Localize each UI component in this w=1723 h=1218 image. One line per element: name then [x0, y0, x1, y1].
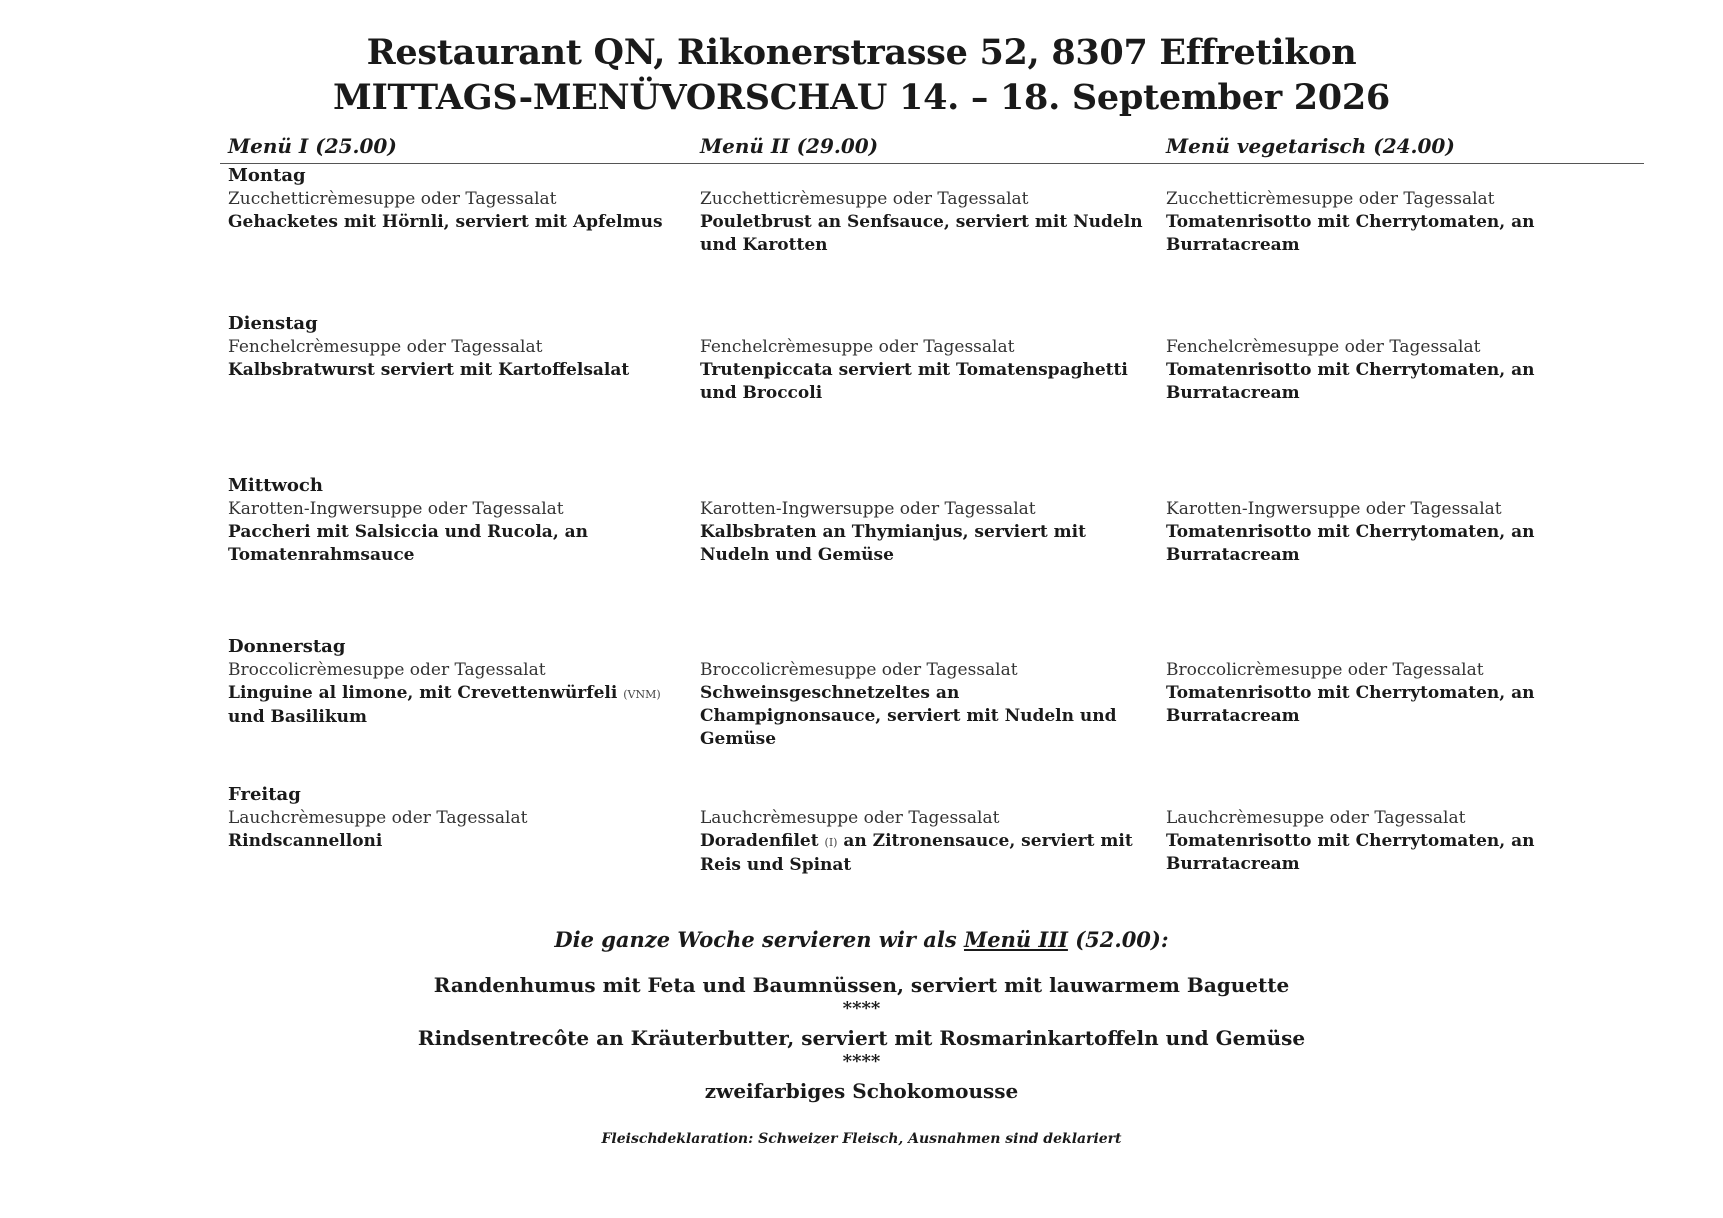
menu-cell [228, 498, 668, 567]
soup-option: Karotten-Ingwersuppe oder Tagessalat [700, 499, 1036, 519]
main-dish [228, 682, 668, 729]
soup-option: Fenchelcrèmesuppe oder Tagessalat [1166, 337, 1481, 357]
soup-option: Broccolicrèmesuppe oder Tagessalat [700, 660, 1018, 680]
soup-option: Karotten-Ingwersuppe oder Tagessalat [228, 499, 564, 519]
menu-cell [1166, 659, 1646, 728]
menu-cell [700, 659, 1145, 751]
restaurant-address: Restaurant QN, Rikonerstrasse 52, 8307 Effretikon [366, 32, 1357, 73]
menu-cell [1166, 188, 1646, 257]
main-dish: Tomatenrisotto mit Cherrytomaten, an Burratacream [1166, 831, 1535, 874]
soup-option: Zucchetticrèmesuppe oder Tagessalat [1166, 189, 1495, 209]
header-divider [220, 163, 1644, 164]
main-dish: Rindscannelloni [228, 831, 383, 851]
soup-option: Broccolicrèmesuppe oder Tagessalat [228, 660, 546, 680]
weekly-intro-text: Die ganze Woche servieren wir als [554, 927, 957, 952]
day-label-freitag: Freitag [228, 784, 301, 805]
main-dish [700, 830, 1145, 877]
dish-text: Doradenfilet [700, 831, 819, 851]
main-dish: Pouletbrust an Senfsauce, serviert mit Nudeln und Karotten [700, 212, 1143, 255]
dish-text: und Basilikum [228, 707, 367, 727]
soup-option: Broccolicrèmesuppe oder Tagessalat [1166, 660, 1484, 680]
main-dish: Tomatenrisotto mit Cherrytomaten, an Burratacream [1166, 683, 1535, 726]
main-dish: Kalbsbraten an Thymianjus, serviert mit Nudeln und Gemüse [700, 522, 1086, 565]
soup-option: Zucchetticrèmesuppe oder Tagessalat [700, 189, 1029, 209]
course-dessert: zweifarbiges Schokomousse [704, 1079, 1019, 1103]
soup-option: Lauchcrèmesuppe oder Tagessalat [700, 808, 1000, 828]
weekly-menu-intro [0, 926, 1723, 954]
course-main: Rindsentrecôte an Kräuterbutter, serviert mit Rosmarinkartoffeln und Gemüse [417, 1026, 1306, 1050]
main-dish: Tomatenrisotto mit Cherrytomaten, an Burratacream [1166, 212, 1535, 255]
soup-option: Zucchetticrèmesuppe oder Tagessalat [228, 189, 557, 209]
menu-cell [700, 336, 1145, 405]
menu-cell [700, 188, 1145, 257]
dish-text: Linguine al limone, mit Crevettenwürfeli [228, 683, 618, 703]
main-dish: Tomatenrisotto mit Cherrytomaten, an Burratacream [1166, 522, 1535, 565]
column-header-menu-2: Menü II (29.00) [700, 134, 879, 158]
course-separator: **** [842, 998, 881, 1019]
main-dish: Paccheri mit Salsiccia und Rucola, an Tomatenrahmsauce [228, 522, 589, 565]
course-separator: **** [842, 1051, 881, 1072]
origin-note: (I) [824, 836, 838, 849]
menu-cell [1166, 498, 1646, 567]
dish-text: an Zitronensauce, serviert mit Reis und Spinat [700, 831, 1133, 875]
soup-option: Lauchcrèmesuppe oder Tagessalat [1166, 808, 1466, 828]
menu-preview-title: MITTAGS-MENÜVORSCHAU 14. – 18. September 2026 [333, 77, 1390, 118]
menu-cell [228, 188, 668, 234]
menu-cell [1166, 807, 1646, 876]
menu-cell [1166, 336, 1646, 405]
weekly-menu-courses [0, 972, 1723, 1104]
day-label-donnerstag: Donnerstag [228, 636, 346, 657]
menu-3-name: Menü III [963, 927, 1068, 952]
soup-option: Fenchelcrèmesuppe oder Tagessalat [228, 337, 543, 357]
main-dish: Gehacketes mit Hörnli, serviert mit Apfelmus [228, 212, 663, 232]
menu-3-price: (52.00): [1075, 927, 1169, 952]
menu-cell [700, 807, 1145, 877]
soup-option: Karotten-Ingwersuppe oder Tagessalat [1166, 499, 1502, 519]
menu-cell [228, 807, 668, 853]
menu-cell [228, 336, 668, 382]
column-header-menu-1: Menü I (25.00) [228, 134, 397, 158]
main-dish: Schweinsgeschnetzeltes an Champignonsauce, serviert mit Nudeln und Gemüse [700, 683, 1117, 749]
origin-note: (VNM) [623, 688, 661, 701]
main-dish: Tomatenrisotto mit Cherrytomaten, an Burratacream [1166, 360, 1535, 403]
soup-option: Lauchcrèmesuppe oder Tagessalat [228, 808, 528, 828]
menu-cell [228, 659, 668, 729]
course-starter: Randenhumus mit Feta und Baumnüssen, serviert mit lauwarmem Baguette [433, 973, 1290, 997]
menu-cell [700, 498, 1145, 567]
day-label-montag: Montag [228, 165, 306, 186]
meat-declaration-footnote: Fleischdeklaration: Schweizer Fleisch, Ausnahmen sind deklariert [601, 1131, 1122, 1147]
day-label-dienstag: Dienstag [228, 313, 318, 334]
main-dish: Kalbsbratwurst serviert mit Kartoffelsalat [228, 360, 630, 380]
page-title [0, 30, 1723, 120]
main-dish: Trutenpiccata serviert mit Tomatenspaghetti und Broccoli [700, 360, 1128, 403]
soup-option: Fenchelcrèmesuppe oder Tagessalat [700, 337, 1015, 357]
day-label-mittwoch: Mittwoch [228, 475, 323, 496]
column-header-menu-vegetarian: Menü vegetarisch (24.00) [1166, 134, 1455, 158]
